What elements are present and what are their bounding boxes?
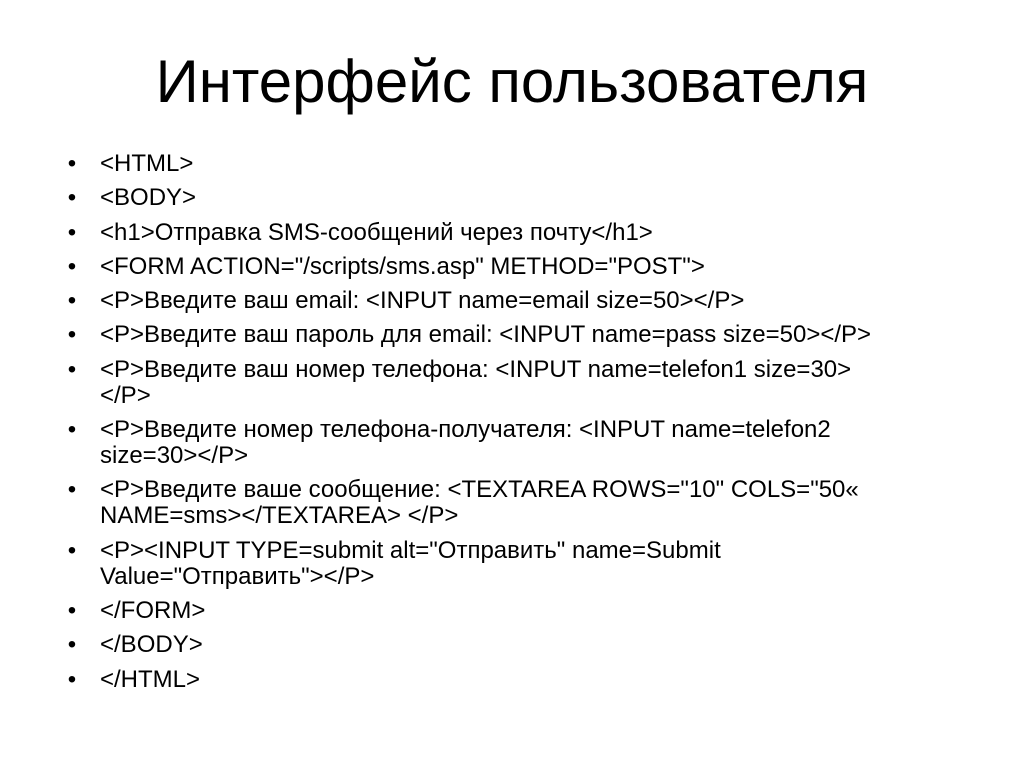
slide-title: Интерфейс пользователя — [155, 48, 869, 115]
bullet-icon: • — [67, 218, 77, 246]
list-item-text: <FORM ACTION="/scripts/sms.asp" METHOD="POST"> — [100, 252, 705, 280]
list-item — [67, 631, 900, 659]
list-item — [67, 536, 900, 590]
list-item-text: <P>Введите номер телефона-получателя: <INPUT name=telefon2 size=30></P> — [100, 416, 831, 470]
list-item-text: </BODY> — [100, 631, 203, 659]
bullet-icon: • — [67, 287, 77, 315]
list-item — [67, 252, 900, 280]
list-item — [67, 355, 900, 409]
bullet-icon: • — [67, 150, 77, 177]
bullet-icon: • — [67, 355, 77, 383]
bullet-icon: • — [67, 321, 77, 349]
list-item — [67, 321, 900, 349]
list-item-text: <P><INPUT TYPE=submit alt="Отправить" name=Submit Value="Отправить"></P> — [100, 536, 721, 590]
bullet-icon: • — [67, 252, 77, 280]
list-item-text: <P>Введите ваш пароль для email: <INPUT name=pass size=50></P> — [100, 321, 872, 349]
list-item — [67, 184, 900, 212]
list-item-text: <P>Введите ваш email: <INPUT name=email size=50></P> — [100, 287, 745, 315]
list-item — [67, 416, 900, 470]
bullet-icon: • — [67, 596, 77, 624]
list-item-text: <h1>Отправка SMS-сообщений через почту</h1> — [100, 218, 653, 246]
list-item — [67, 218, 900, 246]
list-item-text: <P>Введите ваше сообщение: <TEXTAREA ROWS="10" COLS="50« NAME=sms></TEXTAREA> </P> — [100, 476, 859, 530]
list-item — [67, 665, 900, 693]
bullet-icon: • — [67, 184, 77, 212]
list-item — [67, 476, 900, 530]
bullet-icon: • — [67, 536, 77, 564]
bullet-icon: • — [67, 416, 77, 444]
bullet-icon: • — [67, 631, 77, 659]
list-item-text: <HTML> — [100, 150, 194, 177]
list-item-text: <P>Введите ваш номер телефона: <INPUT name=telefon1 size=30></P> — [100, 355, 852, 409]
bullet-icon: • — [67, 665, 77, 693]
list-item-text: </FORM> — [100, 596, 206, 624]
list-item — [67, 150, 900, 177]
bullet-icon: • — [67, 476, 77, 504]
list-item — [67, 287, 900, 315]
list-item-text: </HTML> — [100, 665, 201, 693]
list-item-text: <BODY> — [100, 184, 197, 212]
list-item — [67, 596, 900, 624]
bullet-list — [67, 150, 900, 701]
